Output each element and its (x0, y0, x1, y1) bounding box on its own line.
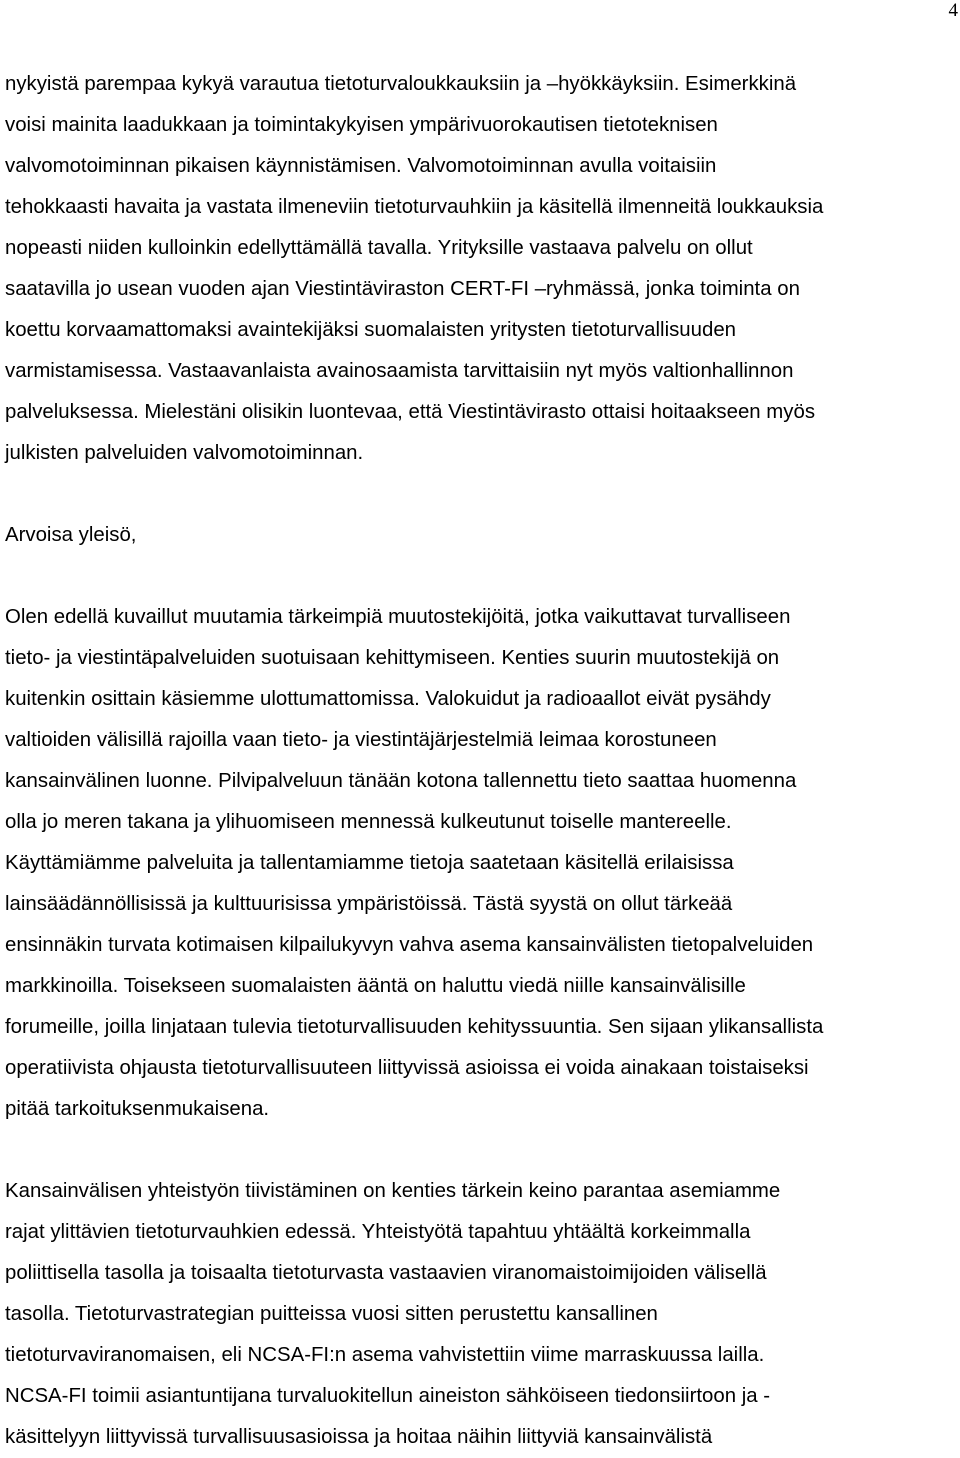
text-line: poliittisella tasolla ja toisaalta tietoturvasta vastaavien viranomaistoimijoiden välisellä (5, 1262, 767, 1284)
text-line: markkinoilla. Toisekseen suomalaisten ääntä on haluttu viedä niille kansainvälisille (5, 975, 746, 997)
text-line: Käyttämiämme palveluita ja tallentamiamme tietoja saatetaan käsitellä erilaisissa (5, 852, 734, 874)
text-line: tietoturvaviranomaisen, eli NCSA-FI:n asema vahvistettiin viime marraskuussa lailla. (5, 1344, 765, 1366)
paragraph (5, 64, 960, 474)
text-line: olla jo meren takana ja ylihuomiseen mennessä kulkeutunut toiselle mantereelle. (5, 811, 732, 833)
text-line: julkisten palveluiden valvomotoiminnan. (5, 442, 364, 464)
text-line: valtioiden välisillä rajoilla vaan tieto- ja viestintäjärjestelmiä leimaa korostuneen (5, 729, 717, 751)
text-line: tehokkaasti havaita ja vastata ilmeneviin tietoturvauhkiin ja käsitellä ilmenneitä loukkauksia (5, 196, 824, 218)
text-line: tasolla. Tietoturvastrategian puitteissa vuosi sitten perustettu kansallinen (5, 1303, 658, 1325)
text-line: Arvoisa yleisö, (5, 524, 137, 546)
text-line: tieto- ja viestintäpalveluiden suotuisaan kehittymiseen. Kenties suurin muutostekijä on (5, 647, 780, 669)
paragraph (5, 515, 960, 556)
text-line: forumeille, joilla linjataan tulevia tietoturvallisuuden kehityssuuntia. Sen sijaan ylikansallista (5, 1016, 824, 1038)
text-line: koettu korvaamattomaksi avaintekijäksi suomalaisten yritysten tietoturvallisuuden (5, 319, 737, 341)
text-line: nykyistä parempaa kykyä varautua tietoturvaloukkauksiin ja –hyökkäyksiin. Esimerkkinä (5, 73, 797, 95)
paragraph (5, 597, 960, 1130)
text-line: saatavilla jo usean vuoden ajan Viestintäviraston CERT-FI –ryhmässä, jonka toiminta on (5, 278, 800, 300)
text-line: käsittelyyn liittyvissä turvallisuusasioissa ja hoitaa näihin liittyviä kansainvälistä (5, 1426, 713, 1448)
text-line: nopeasti niiden kulloinkin edellyttämällä tavalla. Yrityksille vastaava palvelu on ollut (5, 237, 753, 259)
text-line: valvomotoiminnan pikaisen käynnistämisen. Valvomotoiminnan avulla voitaisiin (5, 155, 717, 177)
document-body (5, 64, 960, 1458)
text-line: voisi mainita laadukkaan ja toimintakykyisen ympärivuorokautisen tietoteknisen (5, 114, 718, 136)
text-line: lainsäädännöllisissä ja kulttuurisissa ympäristöissä. Tästä syystä on ollut tärkeää (5, 893, 733, 915)
text-line: palveluksessa. Mielestäni olisikin luontevaa, että Viestintävirasto ottaisi hoitaakseen myös (5, 401, 816, 423)
text-line: Olen edellä kuvaillut muutamia tärkeimpiä muutostekijöitä, jotka vaikuttavat turvalliseen (5, 606, 791, 628)
text-line: pitää tarkoituksenmukaisena. (5, 1098, 270, 1120)
text-line: varmistamisessa. Vastaavanlaista avainosaamista tarvittaisiin nyt myös valtionhallinnon (5, 360, 794, 382)
text-line: kuitenkin osittain käsiemme ulottumattomissa. Valokuidut ja radioaallot eivät pysähdy (5, 688, 771, 710)
text-line: Kansainvälisen yhteistyön tiivistäminen on kenties tärkein keino parantaa asemiamme (5, 1180, 781, 1202)
text-line: operatiivista ohjausta tietoturvallisuuteen liittyvissä asioissa ei voida ainakaan toistaiseksi (5, 1057, 809, 1079)
text-line: kansainvälinen luonne. Pilvipalveluun tänään kotona tallennettu tieto saattaa huomenna (5, 770, 797, 792)
text-line: ensinnäkin turvata kotimaisen kilpailukyvyn vahva asema kansainvälisten tietopalveluiden (5, 934, 814, 956)
paragraph (5, 1171, 960, 1458)
text-line: rajat ylittävien tietoturvauhkien edessä. Yhteistyötä tapahtuu yhtäältä korkeimmalla (5, 1221, 751, 1243)
text-line: NCSA-FI toimii asiantuntijana turvaluokitellun aineiston sähköiseen tiedonsiirtoon ja - (5, 1385, 771, 1407)
page-number: 4 (948, 0, 958, 21)
